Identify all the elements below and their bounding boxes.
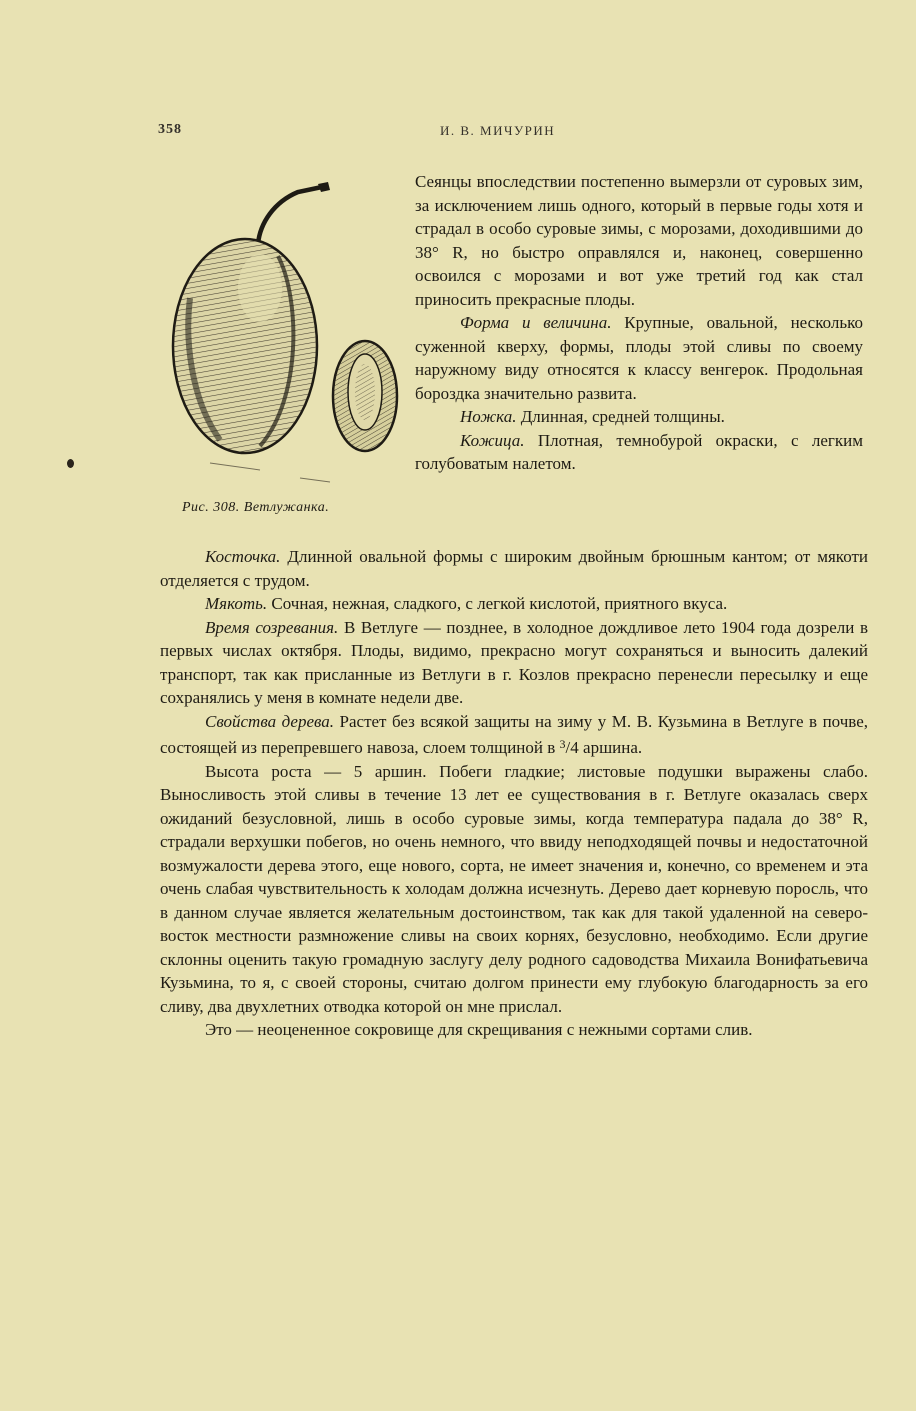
text-form-size: Крупные, овальной, несколько суженной кверху, формы, плоды этой сливы по своему наружному виду относятся к классу венгерок. Продольная бороздка значительно развита. — [415, 313, 863, 403]
paragraph-tree-properties — [160, 710, 868, 760]
plum-engraving-icon — [150, 178, 412, 498]
paragraph-form-size — [415, 311, 863, 405]
heading-stalk: Ножка. — [460, 407, 517, 426]
paragraph-stalk — [415, 405, 863, 429]
heading-ripening: Время созревания. — [205, 617, 339, 637]
text-tree-properties-end: аршина. — [583, 738, 643, 757]
paragraph-height: Высота роста — 5 аршин. Побеги гладкие; листовые подушки выражены слабо. Выносливость этой сливы в течение 13 лет ее существования в г. Ветлуге оказалась сверх ожиданий безусловной, лишь в особо суровые зимы, когда температура падала до 38° R, страдали верхушки побегов, но очень немного, что ввиду неподходящей почвы и недостаточной возмужалости дерева этого, еще нового, сорта, не имеет значения и, конечно, со временем и эта очень слабая чувствительность к холодам должна исчезнуть. Дерево дает корневую поросль, что в данном случае является желательным достоинством, так как для такой удаленной на северо-восток местности размножение сливы на своих корнях, безусловно, необходимо. Если другие склонны оценить такую громадную заслугу делу родного садоводства Михаила Вонифатьевича Кузьмина, то я, с своей стороны, считаю долгом принести ему глубокую благодарность за его сливу, два двухлетних отводка которой он мне прислал. — [160, 761, 868, 1016]
text-tree-properties: Растет без всякой защиты на зиму у М. В. Кузьмина в Ветлуге в почве, состоящей из перепревшего навоза, слоем толщиной в — [160, 711, 868, 757]
text-skin: Плотная, темнобурой окраски, с легким голубоватым налетом. — [415, 430, 863, 473]
heading-tree-properties: Свойства дерева. — [205, 711, 335, 731]
side-text-column — [415, 170, 863, 476]
page-number: 358 — [158, 122, 182, 137]
main-text-column — [160, 545, 868, 1042]
paragraph-treasure: Это — неоцененное сокровище для скрещивания с нежными сортами слив. — [205, 1020, 753, 1039]
heading-flesh: Мякоть. — [205, 594, 268, 613]
figure-caption: Рис. 308. Ветлужанка. — [182, 500, 330, 515]
ink-blot — [67, 459, 74, 468]
fraction-denominator: /4 — [565, 738, 579, 757]
page-header — [0, 120, 916, 144]
text-ripening: В Ветлуге — позднее, в холодное дождливое лето 1904 года дозрели в первых числах октября. Плоды, видимо, прекрасно могут сохраняться и выносить далекий транспорт, так как присланные из Ветлуги в г. Козлов прекрасно перенесли пересылку и еще сохранялись у меня в комнате недели две. — [160, 617, 869, 707]
heading-skin: Кожица. — [460, 430, 525, 450]
plum-illustration — [150, 178, 412, 518]
paragraph-ripening — [160, 616, 868, 710]
paragraph-seedlings: Сеянцы впоследствии постепенно вымерзли от суровых зим, за исключением лишь одного, который в первые годы хотя и страдал в особо суровые зимы, с морозами, доходившими до 38° R, но быстро оправлялся и, наконец, совершенно освоился с морозами и вот уже третий год как стал приносить прекрасные плоды. — [415, 172, 863, 309]
text-flesh: Сочная, нежная, сладкого, с легкой кислотой, приятного вкуса. — [271, 594, 728, 613]
paragraph-flesh — [160, 592, 868, 616]
text-stone: Длинной овальной формы с широким двойным брюшным кантом; от мякоти отделяется с трудом. — [160, 547, 869, 590]
heading-stone: Косточка. — [205, 547, 281, 566]
running-title: И. В. МИЧУРИН — [440, 123, 556, 138]
paragraph-stone — [160, 545, 868, 592]
heading-form-size: Форма и величина. — [460, 313, 612, 332]
paragraph-skin — [415, 429, 863, 476]
text-stalk: Длинная, средней толщины. — [520, 407, 725, 426]
fraction-numerator: 3 — [559, 737, 566, 751]
